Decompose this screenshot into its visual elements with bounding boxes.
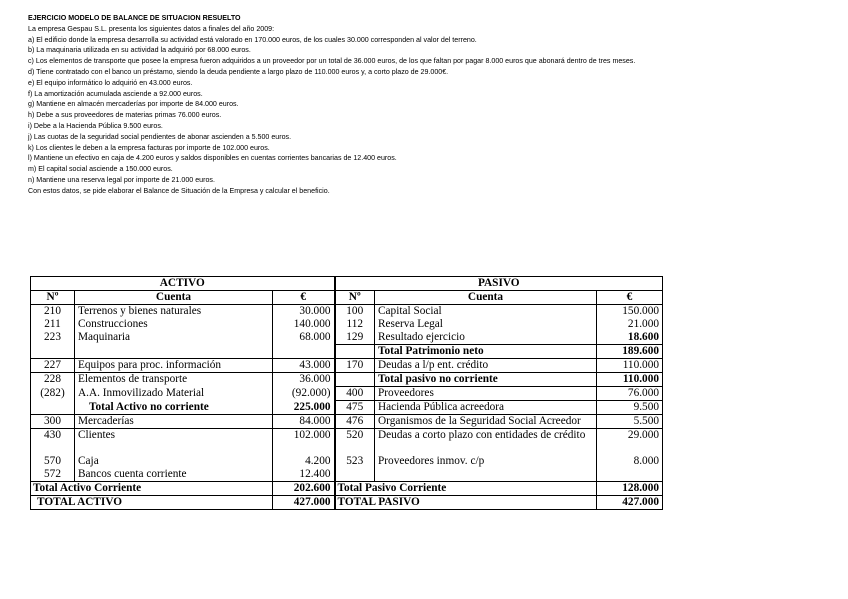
- activo-cuenta: Terrenos y bienes naturales: [75, 305, 273, 319]
- activo-total-corriente-label: Total Activo Corriente: [31, 482, 273, 496]
- item-b: b) La maquinaria utilizada en su actividad la adquirió por 68.000 euros.: [28, 46, 251, 55]
- activo-cuenta: Construcciones: [75, 318, 273, 331]
- pasivo-cuenta: Resultado ejercicio: [375, 331, 597, 345]
- pasivo-col-cuenta: Cuenta: [375, 291, 597, 305]
- pasivo-col-euro: €: [597, 291, 663, 305]
- activo-importe: [273, 345, 335, 359]
- activo-importe: 140.000: [273, 318, 335, 331]
- activo-no: 570: [31, 455, 75, 468]
- pasivo-importe: 8.000: [597, 455, 663, 468]
- activo-cuenta: Clientes: [75, 429, 273, 456]
- pasivo-importe: 21.000: [597, 318, 663, 331]
- activo-no: 210: [31, 305, 75, 319]
- exercise-title: EJERCICIO MODELO DE BALANCE DE SITUACION RESUELTO: [28, 14, 241, 22]
- item-f: f) La amortización acumulada asciende a 92.000 euros.: [28, 89, 203, 98]
- item-l: l) Mantiene un efectivo en caja de 4.200 euros y saldos disponibles en cuentas corrientes bancarias de 12.400 euros.: [28, 154, 397, 163]
- activo-importe: 68.000: [273, 331, 335, 345]
- exercise-intro: La empresa Gespau S.L. presenta los siguientes datos a finales del año 2009:: [28, 24, 275, 33]
- pasivo-importe: 76.000: [597, 387, 663, 401]
- item-a: a) El edificio donde la empresa desarrolla su actividad está valorado en 170.000 euros, de los cuales 30.000 corresponden al valor del terreno.: [28, 35, 477, 44]
- pasivo-total-label: TOTAL PASIVO: [335, 496, 597, 510]
- pasivo-importe: 189.600: [597, 345, 663, 359]
- pasivo-total-value: 427.000: [597, 496, 663, 510]
- pasivo-no: 475: [335, 401, 375, 415]
- pasivo-no: 100: [335, 305, 375, 319]
- activo-no: 572: [31, 468, 75, 482]
- pasivo-no: [335, 345, 375, 359]
- activo-importe: 102.000: [273, 429, 335, 456]
- pasivo-no: [335, 373, 375, 387]
- activo-total-label: TOTAL ACTIVO: [31, 496, 273, 510]
- pasivo-no: [335, 468, 375, 482]
- activo-no: 223: [31, 331, 75, 345]
- pasivo-col-no: Nº: [335, 291, 375, 305]
- activo-importe: 30.000: [273, 305, 335, 319]
- pasivo-cuenta: Total pasivo no corriente: [375, 373, 597, 387]
- pasivo-total-corriente-value: 128.000: [597, 482, 663, 496]
- pasivo-header: PASIVO: [335, 277, 663, 291]
- activo-col-euro: €: [273, 291, 335, 305]
- item-c: c) Los elementos de transporte que posee la empresa fueron adquiridos a un proveedor por un total de 36.000 euros, de los que faltan por pagar 8.000 euros que abonará dentro de tres meses.: [28, 57, 636, 66]
- pasivo-no: 129: [335, 331, 375, 345]
- pasivo-cuenta: Capital Social: [375, 305, 597, 319]
- pasivo-importe: [597, 468, 663, 482]
- activo-cuenta: Total Activo no corriente: [75, 401, 273, 415]
- activo-cuenta: Maquinaria: [75, 331, 273, 345]
- pasivo-importe: 9.500: [597, 401, 663, 415]
- item-h: h) Debe a sus proveedores de materias primas 76.000 euros.: [28, 111, 222, 120]
- activo-header: ACTIVO: [31, 277, 335, 291]
- activo-no: 228: [31, 373, 75, 387]
- pasivo-total-corriente-label: Total Pasivo Corriente: [335, 482, 597, 496]
- activo-importe: 4.200: [273, 455, 335, 468]
- activo-importe: 84.000: [273, 415, 335, 429]
- exercise-statement: [28, 13, 838, 197]
- pasivo-cuenta: Deudas a corto plazo con entidades de crédito: [375, 429, 597, 456]
- pasivo-cuenta: Total Patrimonio neto: [375, 345, 597, 359]
- pasivo-no: 400: [335, 387, 375, 401]
- pasivo-cuenta: Reserva Legal: [375, 318, 597, 331]
- pasivo-cuenta: Deudas a l/p ent. crédito: [375, 359, 597, 373]
- pasivo-no: 476: [335, 415, 375, 429]
- activo-cuenta: Equipos para proc. información: [75, 359, 273, 373]
- activo-importe: 43.000: [273, 359, 335, 373]
- pasivo-cuenta: Hacienda Pública acreedora: [375, 401, 597, 415]
- activo-no: 300: [31, 415, 75, 429]
- balance-table: [30, 276, 663, 510]
- pasivo-cuenta: Organismos de la Seguridad Social Acreedor: [375, 415, 597, 429]
- pasivo-importe: 110.000: [597, 373, 663, 387]
- activo-total-corriente-value: 202.600: [273, 482, 335, 496]
- activo-col-cuenta: Cuenta: [75, 291, 273, 305]
- activo-cuenta: Bancos cuenta corriente: [75, 468, 273, 482]
- pasivo-cuenta: Proveedores: [375, 387, 597, 401]
- pasivo-no: 520: [335, 429, 375, 456]
- activo-no: (282): [31, 387, 75, 401]
- pasivo-no: 170: [335, 359, 375, 373]
- item-m: m) El capital social asciende a 150.000 euros.: [28, 165, 173, 174]
- activo-no: 227: [31, 359, 75, 373]
- activo-importe: (92.000): [273, 387, 335, 401]
- activo-no: 430: [31, 429, 75, 456]
- pasivo-no: 112: [335, 318, 375, 331]
- activo-no: [31, 401, 75, 415]
- activo-cuenta: A.A. Inmovilizado Material: [75, 387, 273, 401]
- item-d: d) Tiene contratado con el banco un préstamo, siendo la deuda pendiente a largo plazo de 110.000 euros y, a corto plazo de 29.000€.: [28, 67, 449, 76]
- activo-importe: 225.000: [273, 401, 335, 415]
- activo-cuenta: [75, 345, 273, 359]
- item-e: e) El equipo informático lo adquirió en 43.000 euros.: [28, 78, 193, 87]
- activo-no: 211: [31, 318, 75, 331]
- activo-total-value: 427.000: [273, 496, 335, 510]
- pasivo-cuenta: Proveedores inmov. c/p: [375, 455, 597, 468]
- pasivo-importe: 18.600: [597, 331, 663, 345]
- exercise-closing: Con estos datos, se pide elaborar el Balance de Situación de la Empresa y calcular el beneficio.: [28, 186, 330, 195]
- activo-cuenta: Mercaderías: [75, 415, 273, 429]
- pasivo-importe: 110.000: [597, 359, 663, 373]
- pasivo-importe: 5.500: [597, 415, 663, 429]
- item-i: i) Debe a la Hacienda Pública 9.500 euros.: [28, 121, 163, 130]
- activo-importe: 36.000: [273, 373, 335, 387]
- pasivo-importe: 150.000: [597, 305, 663, 319]
- activo-no: [31, 345, 75, 359]
- activo-cuenta: Elementos de transporte: [75, 373, 273, 387]
- item-j: j) Las cuotas de la seguridad social pendientes de abonar ascienden a 5.500 euros.: [28, 132, 292, 141]
- pasivo-cuenta: [375, 468, 597, 482]
- activo-importe: 12.400: [273, 468, 335, 482]
- activo-cuenta: Caja: [75, 455, 273, 468]
- item-k: k) Los clientes le deben a la empresa facturas por importe de 102.000 euros.: [28, 143, 270, 152]
- pasivo-importe: 29.000: [597, 429, 663, 456]
- pasivo-no: 523: [335, 455, 375, 468]
- item-n: n) Mantiene una reserva legal por importe de 21.000 euros.: [28, 175, 215, 184]
- item-g: g) Mantiene en almacén mercaderías por importe de 84.000 euros.: [28, 100, 239, 109]
- activo-col-no: Nº: [31, 291, 75, 305]
